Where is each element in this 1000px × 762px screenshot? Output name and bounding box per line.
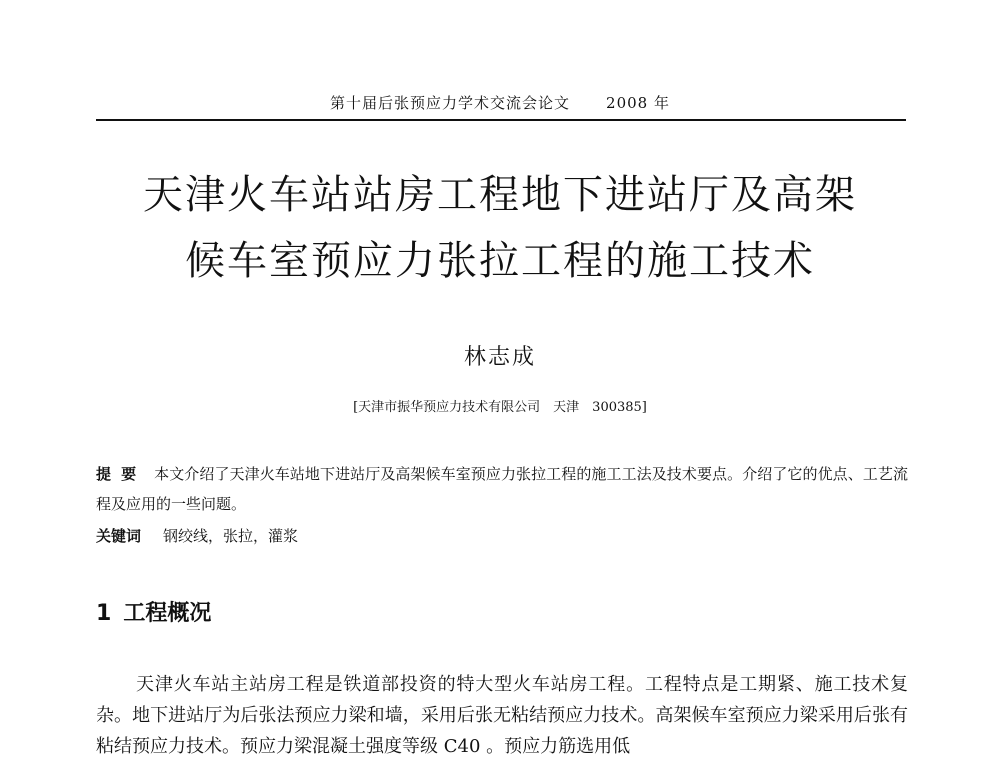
section-title: 工程概况 <box>123 601 212 626</box>
section-number: 1 <box>96 601 112 626</box>
keywords-text: 钢绞线，张拉，灌浆 <box>163 527 299 545</box>
abstract-text: 本文介绍了天津火车站地下进站厅及高架候车室预应力张拉工程的施工工法及技术要点。介绍了它的优点、工艺流程及应用的一些问题。 <box>96 465 908 513</box>
abstract <box>96 459 908 519</box>
keywords-label: 关键词 <box>96 527 142 545</box>
paper-title-line-2: 候车室预应力张拉工程的施工技术 <box>185 238 815 284</box>
running-header <box>0 92 1000 113</box>
header-rule <box>96 119 906 121</box>
section-paragraph: 天津火车站主站房工程是铁道部投资的特大型火车站房工程。工程特点是工期紧、施工技术复杂。地下进站厅为后张法预应力梁和墙，采用后张无粘结预应力技术。高架候车室预应力梁采用后张有粘结预应力技术。预应力梁混凝土强度等级 C40 。预应力筋选用低 <box>96 674 908 757</box>
section-heading <box>96 596 211 627</box>
author-affiliation: [天津市振华预应力技术有限公司 天津 300385] <box>353 400 647 415</box>
conference-year: 2008 年 <box>606 94 670 112</box>
author-name: 林志成 <box>463 345 536 370</box>
paper-title-line-1: 天津火车站站房工程地下进站厅及高架 <box>143 172 857 218</box>
keywords <box>96 525 908 546</box>
abstract-label: 提要 <box>96 465 147 483</box>
conference-name: 第十届后张预应力学术交流会论文 <box>330 94 571 112</box>
